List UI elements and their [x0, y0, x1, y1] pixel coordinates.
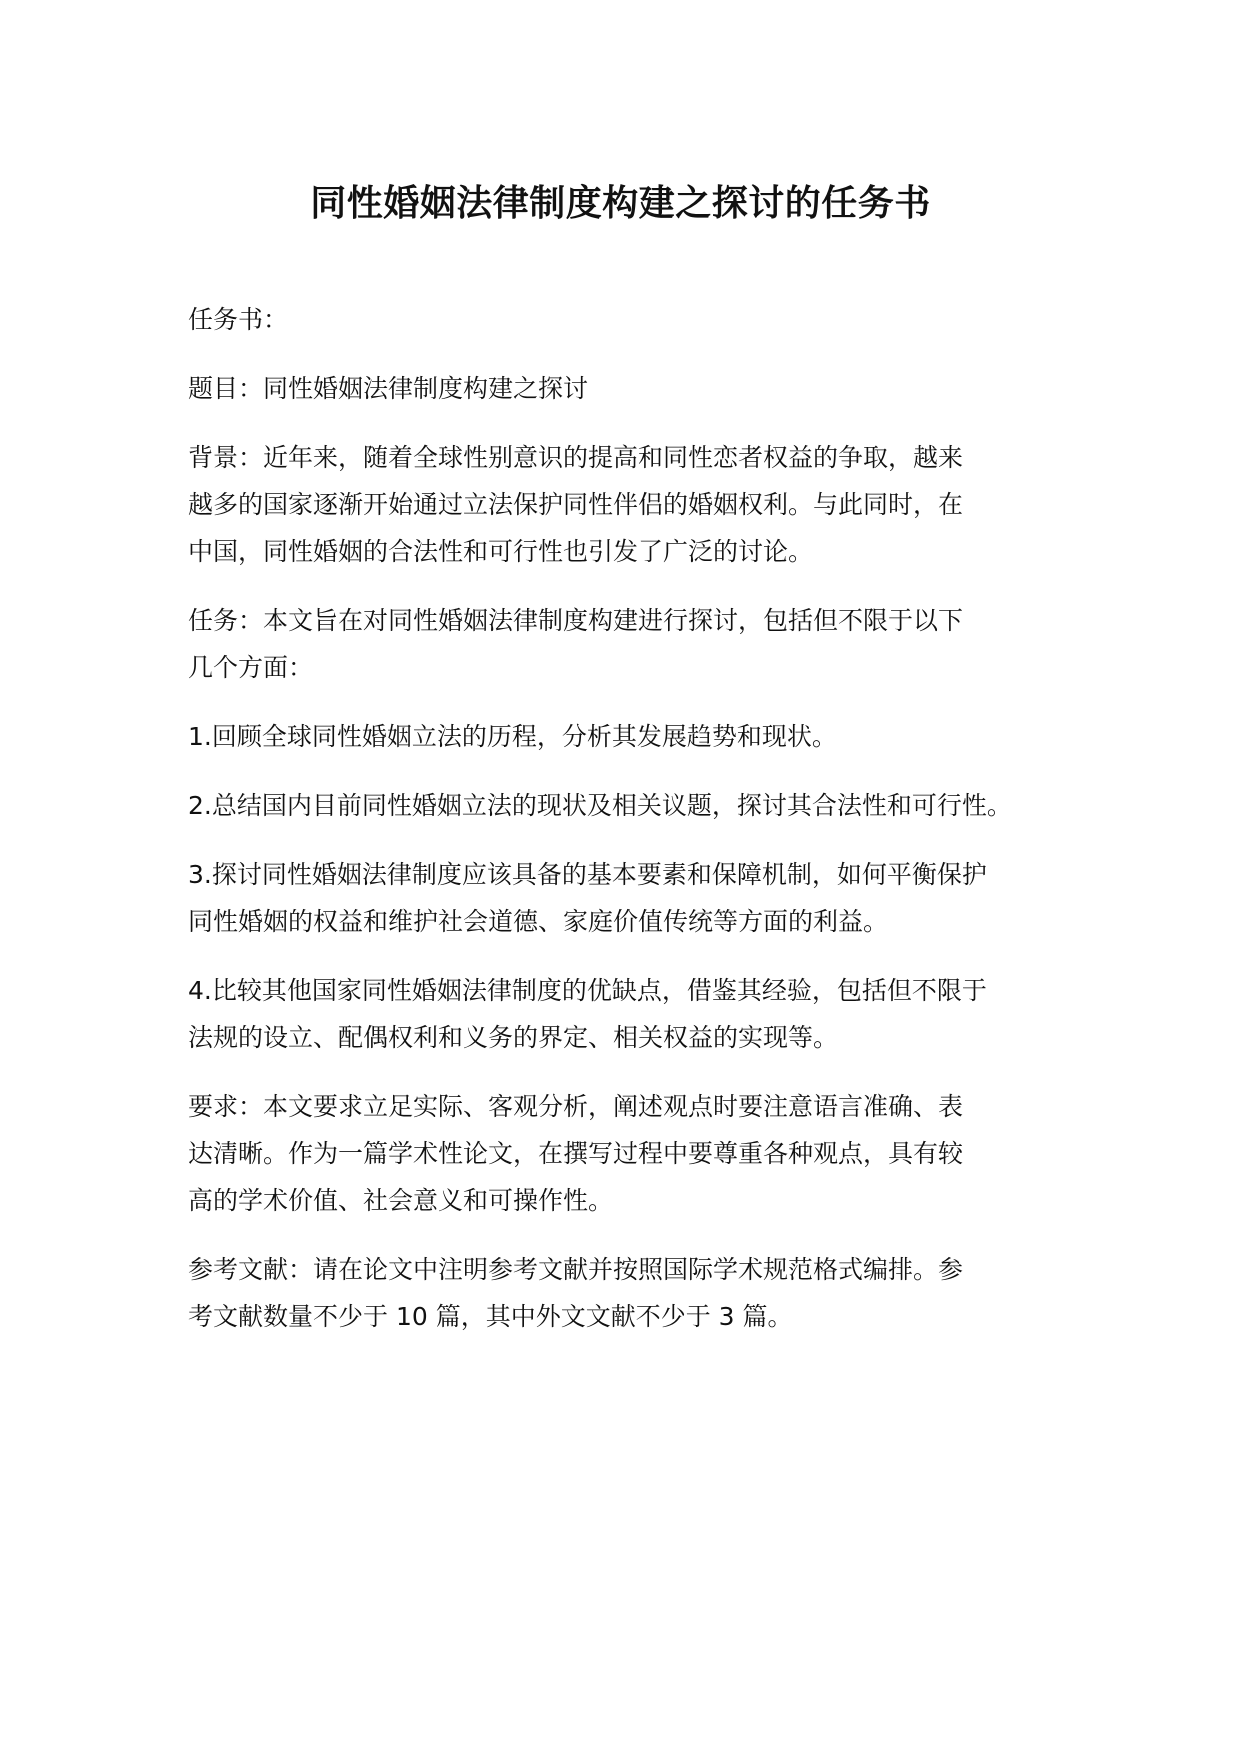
paragraph-background: 背景：近年来，随着全球性别意识的提高和同性恋者权益的争取，越来 越多的国家逐渐开始通过立法保护同性伴侣的婚姻权利。与此同时，在 中国，同性婚姻的合法性和可行性也引发了广泛的讨论。 [188, 443, 964, 566]
paragraph-heading-label: 任务书： [188, 305, 289, 334]
paragraph-task: 任务：本文旨在对同性婚姻法律制度构建进行探讨，包括但不限于以下 几个方面： [188, 606, 964, 682]
document-title: 同性婚姻法律制度构建之探讨的任务书 [310, 183, 931, 224]
list-item-2: 2.总结国内目前同性婚姻立法的现状及相关议题，探讨其合法性和可行性。 [188, 791, 1012, 820]
paragraph-topic: 题目：同性婚姻法律制度构建之探讨 [188, 374, 589, 403]
paragraph-requirements: 要求：本文要求立足实际、客观分析，阐述观点时要注意语言准确、表 达清晰。作为一篇学术性论文，在撰写过程中要尊重各种观点，具有较 高的学术价值、社会意义和可操作性。 [188, 1092, 964, 1215]
list-item-3: 3.探讨同性婚姻法律制度应该具备的基本要素和保障机制，如何平衡保护 同性婚姻的权益和维护社会道德、家庭价值传统等方面的利益。 [188, 860, 987, 936]
list-item-4: 4.比较其他国家同性婚姻法律制度的优缺点，借鉴其经验，包括但不限于 法规的设立、配偶权利和义务的界定、相关权益的实现等。 [188, 976, 987, 1052]
document-body [188, 296, 1088, 1362]
paragraph-references: 参考文献：请在论文中注明参考文献并按照国际学术规范格式编排。参 考文献数量不少于 10 篇，其中外文文献不少于 3 篇。 [188, 1255, 964, 1331]
list-item-1: 1.回顾全球同性婚姻立法的历程，分析其发展趋势和现状。 [188, 722, 837, 751]
